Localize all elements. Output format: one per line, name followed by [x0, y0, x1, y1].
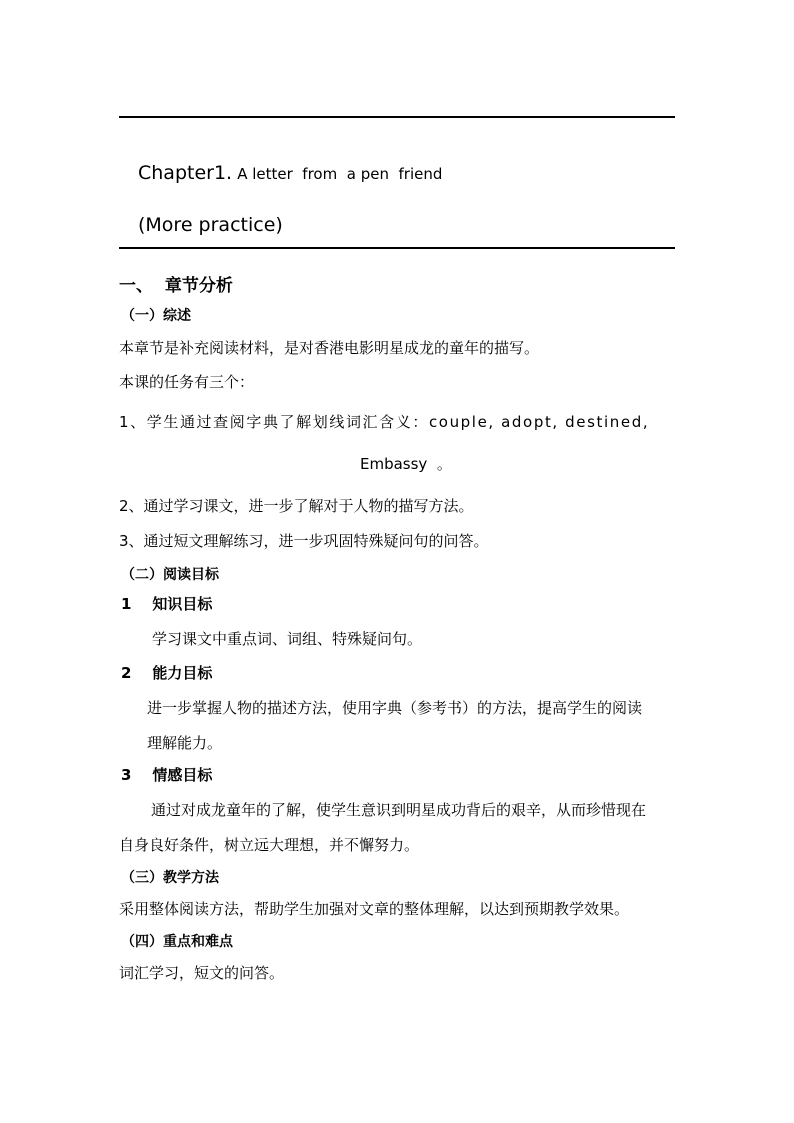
chapter-title: A letter from a pen friend: [237, 165, 443, 183]
sub2-heading: （二）阅读目标: [121, 567, 219, 583]
section-heading: 一、 章节分析: [119, 276, 233, 296]
sub1-paragraph-1: 本章节是补充阅读材料，是对香港电影明星成龙的童年的描写。: [119, 339, 540, 357]
sub4-text: 词汇学习，短文的问答。: [119, 964, 285, 982]
chapter-heading: [138, 162, 442, 184]
goal-3-line-1: 通过对成龙童年的了解，使学生意识到明星成功背后的艰辛，从而珍惜现在: [151, 801, 647, 819]
goal-3-line-2: 自身良好条件，树立远大理想，并不懈努力。: [119, 836, 420, 854]
sub4-heading: （四）重点和难点: [121, 934, 233, 950]
task-2: 2、通过学习课文，进一步了解对于人物的描写方法。: [119, 497, 474, 515]
goal-2-line-1: 进一步掌握人物的描述方法，使用字典（参考书）的方法，提高学生的阅读: [147, 699, 643, 717]
chapter-subtitle: (More practice): [138, 214, 283, 236]
sub1-heading: （一）综述: [121, 308, 191, 324]
top-rule: [119, 116, 675, 118]
sub1-paragraph-2: 本课的任务有三个：: [119, 373, 255, 391]
goal-2-line-2: 理解能力。: [147, 734, 223, 752]
task-1-line-1: 1、学生通过查阅字典了解划线词汇含义：couple, adopt, destined,: [119, 413, 650, 431]
sub3-text: 采用整体阅读方法，帮助学生加强对文章的整体理解，以达到预期教学效果。: [119, 900, 630, 918]
goal-2-heading: 2 能力目标: [121, 664, 213, 682]
task-3: 3、通过短文理解练习，进一步巩固特殊疑问句的问答。: [119, 532, 489, 550]
sub3-heading: （三）教学方法: [121, 870, 219, 886]
goal-1-text: 学习课文中重点词、词组、特殊疑问句。: [152, 630, 423, 648]
goal-1-heading: 1 知识目标: [121, 595, 213, 613]
bottom-rule: [119, 247, 675, 249]
task-1-line-2: Embassy 。: [360, 455, 452, 473]
goal-3-heading: 3 情感目标: [121, 766, 213, 784]
chapter-label: Chapter1.: [138, 162, 233, 184]
